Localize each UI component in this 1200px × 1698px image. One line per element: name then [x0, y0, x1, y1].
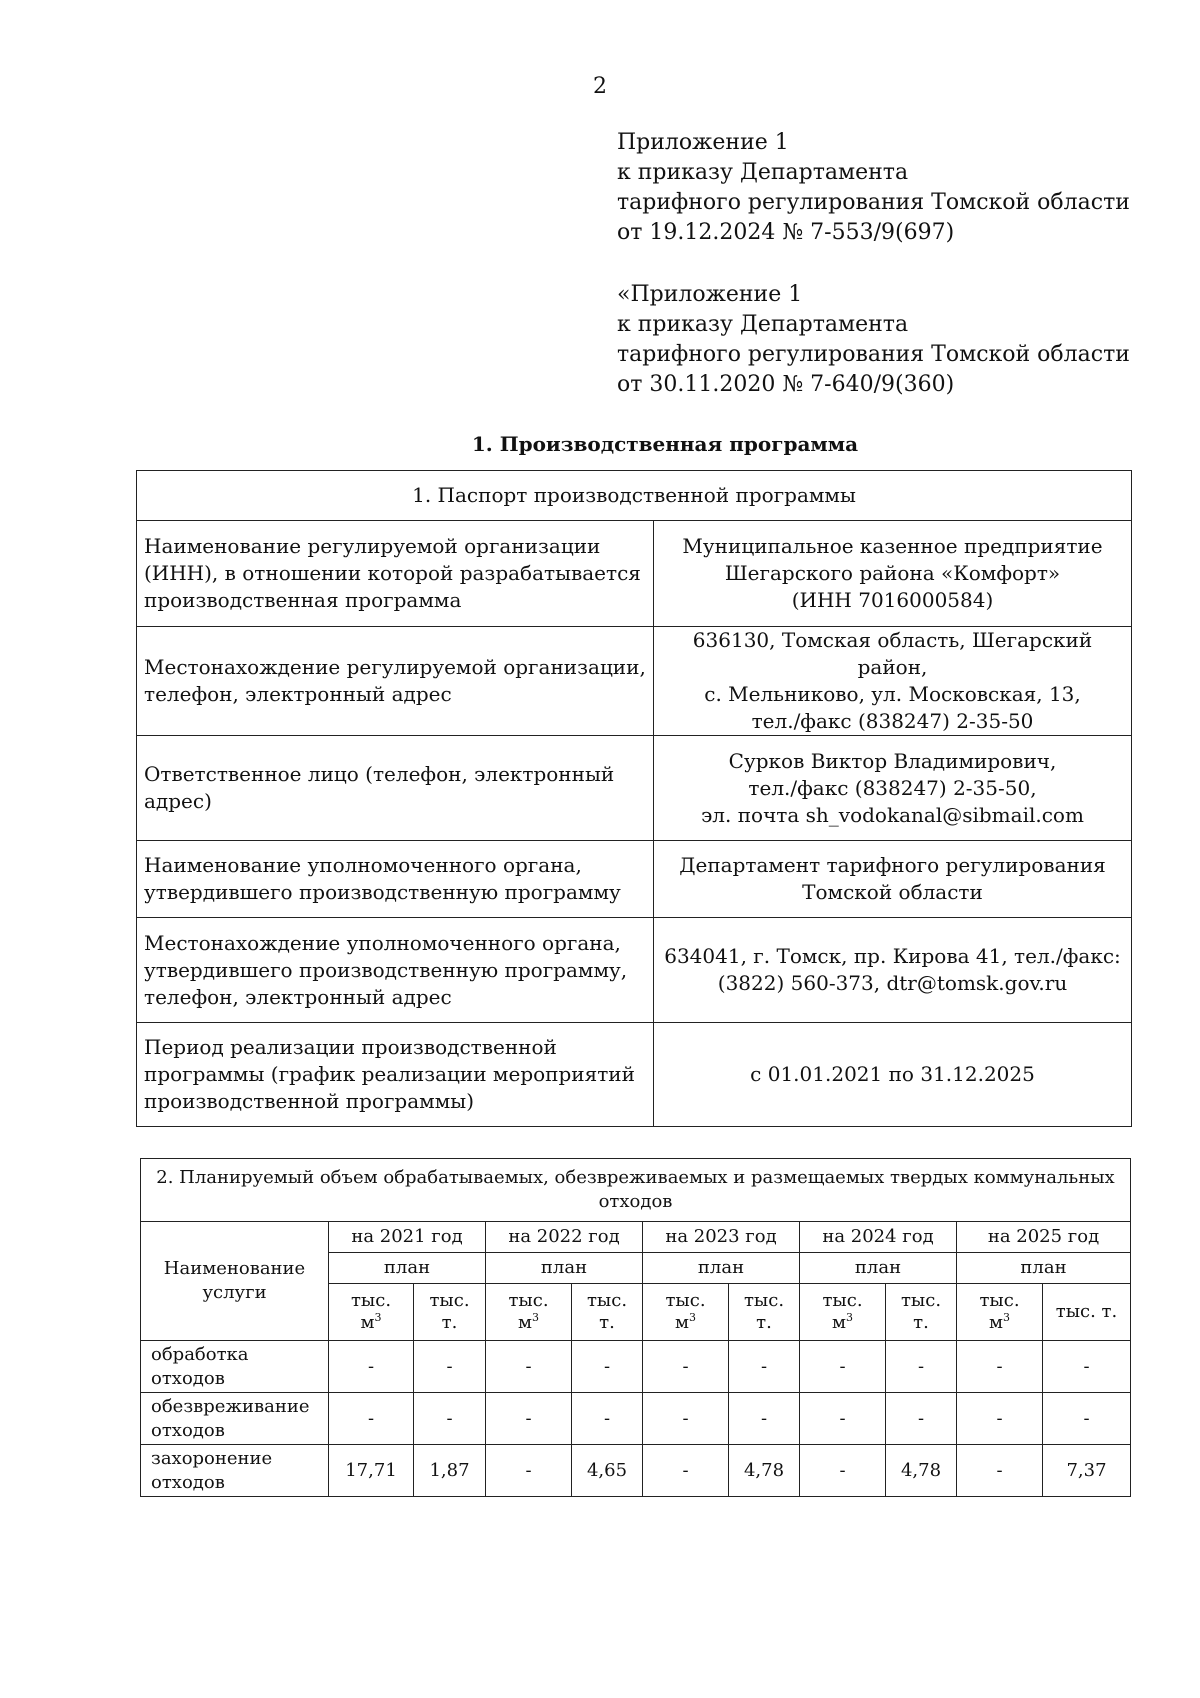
annex-line: к приказу Департамента	[617, 312, 909, 337]
table-row	[141, 1341, 1131, 1393]
unit-thousand-m3: тыс. $м^3$	[486, 1284, 572, 1341]
year-header: на 2023 год	[643, 1222, 800, 1253]
unit-thousand-t: тыс. т.	[729, 1284, 800, 1341]
value-cell: -	[486, 1393, 572, 1445]
unit-thousand-m3: тыс. $м^3$	[800, 1284, 886, 1341]
value-cell: -	[329, 1393, 414, 1445]
label-line: Местонахождение уполномоченного органа,	[144, 930, 621, 955]
year-header: на 2021 год	[329, 1222, 486, 1253]
value-line: (ИНН 7016000584)	[791, 588, 994, 612]
plan-header: план	[957, 1253, 1131, 1284]
value-cell: 17,71	[329, 1445, 414, 1497]
unit-thousand-t: тыс. т.	[572, 1284, 643, 1341]
value-cell: -	[572, 1341, 643, 1393]
volume-heading: 2. Планируемый объем обрабатываемых, обезвреживаемых и размещаемых твердых коммунальных отходов	[141, 1159, 1131, 1222]
label-line: Наименование уполномоченного органа,	[144, 853, 582, 877]
value-cell: -	[800, 1393, 886, 1445]
value-cell: -	[957, 1445, 1043, 1497]
passport-value	[654, 841, 1132, 918]
passport-heading-row	[137, 471, 1132, 521]
volume-heading-row	[141, 1159, 1131, 1222]
label-line: телефон, электронный адрес	[144, 682, 452, 706]
label-line: телефон, электронный адрес	[144, 984, 452, 1009]
annex-line: тарифного регулирования Томской области	[617, 342, 1130, 367]
value-cell: 1,87	[414, 1445, 486, 1497]
passport-table	[136, 470, 1132, 1127]
passport-value	[654, 736, 1132, 841]
passport-row	[137, 841, 1132, 918]
value-cell: -	[957, 1341, 1043, 1393]
annex-original-order	[617, 280, 1130, 400]
waste-volume-table	[140, 1158, 1131, 1497]
annex-line: «Приложение 1	[617, 282, 803, 307]
value-cell: -	[800, 1445, 886, 1497]
passport-row	[137, 521, 1132, 627]
value-line: Муниципальное казенное предприятие	[682, 534, 1103, 558]
plan-header: план	[643, 1253, 800, 1284]
plan-header: план	[486, 1253, 643, 1284]
years-row	[141, 1222, 1131, 1253]
passport-value	[654, 1023, 1132, 1127]
unit-thousand-m3: тыс. $м^3$	[957, 1284, 1043, 1341]
passport-row	[137, 627, 1132, 736]
passport-label	[137, 918, 654, 1023]
label-line: утвердившего производственную программу	[144, 880, 621, 904]
value-cell: -	[886, 1341, 957, 1393]
unit-thousand-t: тыс. т.	[1043, 1284, 1131, 1341]
label-line: производственная программа	[144, 588, 462, 612]
table-row	[141, 1445, 1131, 1497]
label-line: Наименование регулируемой организации	[144, 534, 601, 558]
value-line: тел./факс (838247) 2-35-50,	[748, 775, 1037, 800]
annex-line: тарифного регулирования Томской области	[617, 190, 1130, 215]
annex-line: Приложение 1	[617, 130, 789, 155]
value-cell: -	[800, 1341, 886, 1393]
value-line: Сурков Виктор Владимирович,	[728, 748, 1057, 773]
page-number: 2	[593, 74, 607, 99]
annex-line: от 19.12.2024 № 7-553/9(697)	[617, 220, 955, 245]
value-cell: -	[886, 1393, 957, 1445]
passport-row	[137, 736, 1132, 841]
passport-label	[137, 1023, 654, 1127]
passport-label	[137, 736, 654, 841]
service-header: Наименование услуги	[141, 1222, 329, 1341]
passport-heading: 1. Паспорт производственной программы	[137, 471, 1132, 521]
unit-thousand-m3: тыс. $м^3$	[329, 1284, 414, 1341]
annex-line: от 30.11.2020 № 7-640/9(360)	[617, 372, 955, 397]
label-line: Период реализации производственной	[144, 1035, 557, 1059]
value-line: (3822) 560-373, dtr@tomsk.gov.ru	[717, 971, 1068, 995]
value-cell: -	[1043, 1341, 1131, 1393]
unit-thousand-m3: тыс. $м^3$	[643, 1284, 729, 1341]
plan-header: план	[800, 1253, 957, 1284]
annex-line: к приказу Департамента	[617, 160, 909, 185]
passport-row	[137, 1023, 1132, 1127]
value-line: тел./факс (838247) 2-35-50	[751, 709, 1034, 733]
year-header: на 2022 год	[486, 1222, 643, 1253]
value-cell: -	[572, 1393, 643, 1445]
value-line: 636130, Томская область, Шегарский район,	[692, 628, 1093, 679]
passport-value	[654, 521, 1132, 627]
value-cell: 4,65	[572, 1445, 643, 1497]
value-cell: 4,78	[729, 1445, 800, 1497]
value-cell: -	[414, 1393, 486, 1445]
value-cell: -	[486, 1341, 572, 1393]
value-cell: 4,78	[886, 1445, 957, 1497]
value-cell: -	[1043, 1393, 1131, 1445]
service-name: обработка отходов	[141, 1341, 329, 1393]
year-header: на 2025 год	[957, 1222, 1131, 1253]
annex-current-order	[617, 128, 1130, 248]
value-cell: -	[643, 1341, 729, 1393]
plan-header: план	[329, 1253, 486, 1284]
passport-label	[137, 841, 654, 918]
passport-row	[137, 918, 1132, 1023]
value-line: Шегарского района «Комфорт»	[724, 561, 1061, 585]
label-line: программы (график реализации мероприятий	[144, 1062, 635, 1086]
label-line: Ответственное лицо (телефон, электронный	[144, 762, 615, 786]
table-row	[141, 1393, 1131, 1445]
value-line: Томской области	[802, 880, 983, 904]
passport-label	[137, 627, 654, 736]
year-header: на 2024 год	[800, 1222, 957, 1253]
unit-thousand-t: тыс. т.	[886, 1284, 957, 1341]
value-cell: -	[643, 1445, 729, 1497]
value-cell: -	[957, 1393, 1043, 1445]
passport-label	[137, 521, 654, 627]
label-line: (ИНН), в отношении которой разрабатывается	[144, 561, 641, 585]
passport-value	[654, 918, 1132, 1023]
value-line: 634041, г. Томск, пр. Кирова 41, тел./факс:	[664, 944, 1121, 968]
value-cell: -	[643, 1393, 729, 1445]
unit-thousand-t: тыс. т.	[414, 1284, 486, 1341]
label-line: производственной программы)	[144, 1089, 474, 1113]
label-line: утвердившего производственную программу,	[144, 957, 628, 982]
label-line: адрес)	[144, 789, 212, 813]
value-cell: -	[729, 1393, 800, 1445]
value-line: Департамент тарифного регулирования	[679, 853, 1106, 877]
value-cell: -	[329, 1341, 414, 1393]
value-line: с. Мельниково, ул. Московская, 13,	[704, 682, 1081, 706]
value-cell: 7,37	[1043, 1445, 1131, 1497]
value-cell: -	[486, 1445, 572, 1497]
service-name: обезвреживание отходов	[141, 1393, 329, 1445]
section-title: 1. Производственная программа	[471, 432, 859, 456]
value-cell: -	[729, 1341, 800, 1393]
value-line: эл. почта sh_vodokanal@sibmail.com	[701, 802, 1084, 827]
passport-value	[654, 627, 1132, 736]
value-cell: -	[414, 1341, 486, 1393]
value-line: с 01.01.2021 по 31.12.2025	[750, 1062, 1035, 1086]
service-name: захоронение отходов	[141, 1445, 329, 1497]
label-line: Местонахождение регулируемой организации,	[144, 655, 646, 679]
